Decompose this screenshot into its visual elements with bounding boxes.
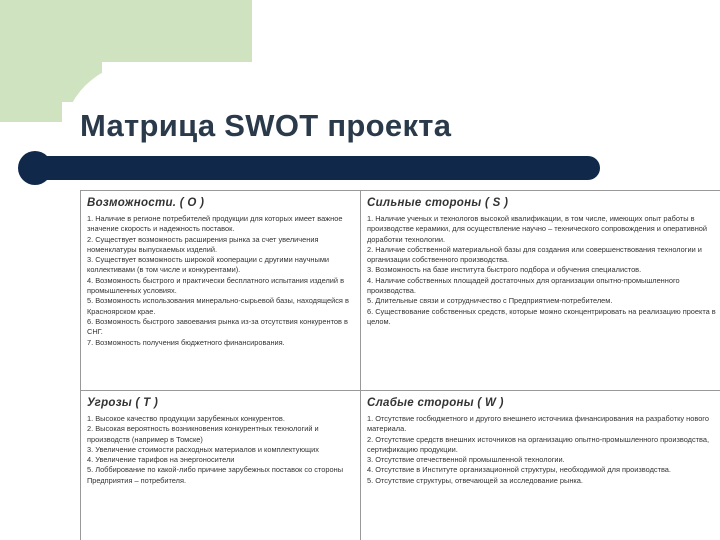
strength-item: 3. Возможность на базе института быстрого подбора и обучения специалистов. <box>367 265 642 275</box>
weakness-item: 4. Отсутствие в Институте организационной структуры, необходимой для производства. <box>367 465 671 475</box>
strengths-quadrant <box>361 191 720 391</box>
threat-item: 4. Увеличение тарифов на энергоносители <box>87 455 235 465</box>
threats-heading: Угрозы ( T ) <box>87 397 159 409</box>
page-title: Матрица SWOT проекта <box>80 108 452 143</box>
threat-item: 2. Высокая вероятность возникновения конкурентных технологий и производств (например в Томске) <box>87 424 319 444</box>
strengths-heading: Сильные стороны ( S ) <box>367 197 509 209</box>
strength-item: 1. Наличие ученых и технологов высокой квалификации, в том числе, имеющих опыт работы в производстве керамики, для осуществление научно – технического сопровождения и оперативной доработки технологии. <box>367 214 708 244</box>
opportunity-item: 7. Возможность получения бюджетного финансирования. <box>87 337 285 347</box>
decorative-green-side <box>0 62 62 122</box>
weakness-item: 3. Отсутствие отечественной промышленной технологии. <box>367 455 565 465</box>
opportunities-quadrant <box>81 191 361 391</box>
opportunities-heading: Возможности. ( O ) <box>87 197 205 209</box>
weakness-item: 5. Отсутствие структуры, отвечающей за исследование рынка. <box>367 475 583 485</box>
weaknesses-heading: Слабые стороны ( W ) <box>367 397 504 409</box>
threat-item: 3. Увеличение стоимости расходных материалов и комплектующих <box>87 444 319 454</box>
opportunity-item: 1. Наличие в регионе потребителей продукции для которых имеет важное значение скорость и надежность поставок. <box>87 214 343 234</box>
strength-item: 6. Существование собственных средств, которые можно сконцентрировать на реализацию проекта в целом. <box>367 306 716 326</box>
swot-matrix <box>80 190 720 540</box>
opportunity-item: 5. Возможность использования минерально-сырьевой базы, находящейся в Красноярском крае. <box>87 296 349 316</box>
opportunity-item: 3. Существует возможность широкой кооперации с другими научными коллективами (в том числе и конкурентами). <box>87 255 330 275</box>
opportunity-item: 4. Возможность быстрого и практически бесплатного испытания изделий в промышленных условиях. <box>87 275 345 296</box>
opportunity-item: 2. Существует возможность расширения рынка за счет увеличения номенклатуры выпускаемых изделий. <box>87 234 319 254</box>
opportunity-item: 6. Возможность быстрого завоевания рынка из-за отсутствия конкурентов в СНГ. <box>87 316 348 337</box>
weakness-item: 1. Отсутствие госбюджетного и другого внешнего источника финансирования на разработку нового материала. <box>367 414 709 434</box>
strength-item: 4. Наличие собственных площадей достаточных для организации опытно-промышленного производства. <box>367 275 680 296</box>
strength-item: 2. Наличие собственной материальной базы для создания или совершенствования технологии и организации собственного производства. <box>367 244 702 265</box>
threat-item: 1. Высокое качество продукции зарубежных конкурентов. <box>87 414 285 423</box>
threats-quadrant <box>81 391 361 540</box>
accent-bar-dot <box>18 151 52 185</box>
weaknesses-quadrant <box>361 391 720 540</box>
strength-item: 5. Длительные связи и сотрудничество с Предприятием-потребителем. <box>367 296 613 306</box>
decorative-green-block <box>0 0 252 62</box>
accent-bar <box>23 156 600 180</box>
threat-item: 5. Лоббирование по какой-либо причине зарубежных поставок со стороны Предприятия – потребителя. <box>87 465 344 485</box>
weakness-item: 2. Отсутствие средств внешних источников на организацию опытно-промышленного производства, сертификацию продукции. <box>367 434 710 454</box>
